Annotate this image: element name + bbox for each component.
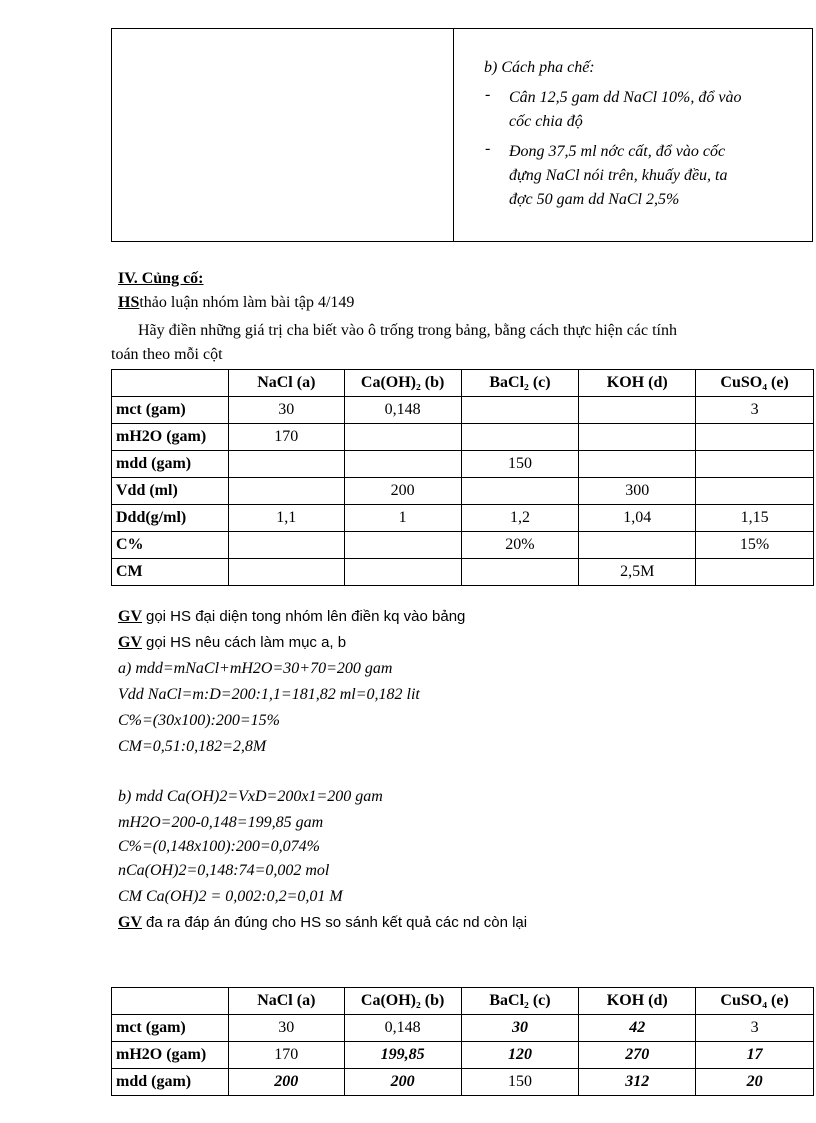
solution-b-line-3: C%=(0,148x100):200=0,074% bbox=[118, 838, 321, 855]
column-header: Ca(OH)₂ (b) bbox=[344, 370, 461, 397]
table-cell: 3 bbox=[696, 397, 814, 424]
solution-b-line-1: b) mdd Ca(OH)2=VxD=200x1=200 gam bbox=[118, 788, 383, 805]
table-cell: 170 bbox=[228, 1042, 344, 1069]
table-cell bbox=[228, 478, 344, 505]
table-cell: 150 bbox=[461, 1069, 579, 1096]
table-cell bbox=[461, 559, 579, 586]
table-cell bbox=[696, 478, 814, 505]
table-cell: 170 bbox=[228, 424, 344, 451]
solution-b-line-4: nCa(OH)2=0,148:74=0,002 mol bbox=[118, 862, 330, 879]
table-row bbox=[112, 559, 814, 586]
table-cell bbox=[344, 559, 461, 586]
column-header: KOH (d) bbox=[579, 988, 696, 1015]
table-cell bbox=[696, 559, 814, 586]
solution-b-line-5: CM Ca(OH)2 = 0,002:0,2=0,01 M bbox=[118, 888, 343, 905]
table-row bbox=[112, 451, 814, 478]
bullet-1-line-2: cốc chia độ bbox=[509, 113, 583, 130]
table-cell: 1,04 bbox=[579, 505, 696, 532]
table-row bbox=[112, 1015, 814, 1042]
table-cell: 30 bbox=[461, 1015, 579, 1042]
table-cell: 2,5M bbox=[579, 559, 696, 586]
row-header-cell: mdd (gam) bbox=[112, 1069, 229, 1096]
table-cell bbox=[461, 478, 579, 505]
table-cell: 150 bbox=[461, 451, 579, 478]
bullet-2-line-1: Đong 37,5 ml nớc cất, đổ vào cốc bbox=[509, 143, 726, 160]
instruction-line-2: toán theo mỗi cột bbox=[111, 346, 223, 363]
table-row bbox=[112, 1069, 814, 1096]
hs-line bbox=[118, 292, 354, 314]
table-cell: 1,2 bbox=[461, 505, 579, 532]
table-cell: 20% bbox=[461, 532, 579, 559]
row-header-cell: Vdd (ml) bbox=[112, 478, 229, 505]
row-header-cell: mH2O (gam) bbox=[112, 1042, 229, 1069]
row-header-cell: mct (gam) bbox=[112, 397, 229, 424]
gv-label: GV bbox=[118, 608, 142, 625]
bullet-mark: - bbox=[485, 140, 491, 157]
gv-line-2 bbox=[118, 632, 346, 654]
table-cell: 120 bbox=[461, 1042, 579, 1069]
column-header: Ca(OH)₂ (b) bbox=[344, 988, 461, 1015]
column-header: CuSO₄ (e) bbox=[696, 988, 814, 1015]
table-cell bbox=[579, 451, 696, 478]
gv-text: đa ra đáp án đúng cho HS so sánh kết quả các nd còn lại bbox=[146, 914, 528, 931]
table-cell bbox=[344, 424, 461, 451]
table-cell bbox=[579, 397, 696, 424]
table-header-row bbox=[112, 988, 814, 1015]
table-cell: 199,85 bbox=[344, 1042, 461, 1069]
column-header: NaCl (a) bbox=[228, 370, 344, 397]
column-header bbox=[112, 370, 229, 397]
values-table bbox=[111, 369, 814, 586]
column-header: NaCl (a) bbox=[228, 988, 344, 1015]
bullet-mark: - bbox=[485, 86, 491, 103]
table-cell: 3 bbox=[696, 1015, 814, 1042]
table-cell: 200 bbox=[228, 1069, 344, 1096]
hs-text: thảo luận nhóm làm bài tập 4/149 bbox=[139, 294, 355, 311]
table-cell bbox=[461, 397, 579, 424]
row-header-cell: mct (gam) bbox=[112, 1015, 229, 1042]
table-row bbox=[112, 1042, 814, 1069]
gv-final-line bbox=[118, 912, 527, 934]
solution-a-line-4: CM=0,51:0,182=2,8M bbox=[118, 738, 267, 755]
table-cell bbox=[579, 532, 696, 559]
table-row bbox=[112, 505, 814, 532]
table-cell: 20 bbox=[696, 1069, 814, 1096]
table-cell bbox=[579, 424, 696, 451]
table-cell: 17 bbox=[696, 1042, 814, 1069]
bullet-2-line-3: đợc 50 gam dd NaCl 2,5% bbox=[509, 191, 680, 208]
column-header bbox=[112, 988, 229, 1015]
row-header-cell: mH2O (gam) bbox=[112, 424, 229, 451]
column-header: BaCl₂ (c) bbox=[461, 370, 579, 397]
section-title: IV. Củng cố: bbox=[118, 270, 204, 287]
table-cell: 15% bbox=[696, 532, 814, 559]
gv-label: GV bbox=[118, 914, 142, 931]
row-header-cell: C% bbox=[112, 532, 229, 559]
box-divider bbox=[453, 29, 454, 241]
table-header-row bbox=[112, 370, 814, 397]
table-cell: 1,1 bbox=[228, 505, 344, 532]
table-cell: 30 bbox=[228, 1015, 344, 1042]
top-box-heading: b) Cách pha chế: bbox=[484, 59, 595, 76]
table-row bbox=[112, 424, 814, 451]
solution-a-line-1: a) mdd=mNaCl+mH2O=30+70=200 gam bbox=[118, 660, 393, 677]
table-cell bbox=[344, 532, 461, 559]
table-cell: 30 bbox=[228, 397, 344, 424]
table-cell bbox=[228, 451, 344, 478]
table-cell bbox=[696, 451, 814, 478]
table-cell: 200 bbox=[344, 1069, 461, 1096]
table-cell: 200 bbox=[344, 478, 461, 505]
bullet-2-line-2: đựng NaCl nói trên, khuấy đều, ta bbox=[509, 167, 728, 184]
bullet-1-line-1: Cân 12,5 gam dd NaCl 10%, đổ vào bbox=[509, 89, 742, 106]
row-header-cell: mdd (gam) bbox=[112, 451, 229, 478]
top-box bbox=[111, 28, 813, 242]
table-cell bbox=[696, 424, 814, 451]
table-row bbox=[112, 532, 814, 559]
gv-line-1 bbox=[118, 606, 465, 628]
solution-b-line-2: mH2O=200-0,148=199,85 gam bbox=[118, 814, 324, 831]
table-cell bbox=[228, 532, 344, 559]
table-cell: 1 bbox=[344, 505, 461, 532]
table-cell bbox=[461, 424, 579, 451]
column-header: CuSO₄ (e) bbox=[696, 370, 814, 397]
table-cell: 0,148 bbox=[344, 397, 461, 424]
table-cell bbox=[344, 451, 461, 478]
solution-a-line-3: C%=(30x100):200=15% bbox=[118, 712, 281, 729]
column-header: BaCl₂ (c) bbox=[461, 988, 579, 1015]
table-row bbox=[112, 397, 814, 424]
table-cell: 300 bbox=[579, 478, 696, 505]
gv-text: gọi HS nêu cách làm mục a, b bbox=[146, 634, 347, 651]
table-cell: 0,148 bbox=[344, 1015, 461, 1042]
table-cell: 270 bbox=[579, 1042, 696, 1069]
row-header-cell: CM bbox=[112, 559, 229, 586]
row-header-cell: Ddd(g/ml) bbox=[112, 505, 229, 532]
table-row bbox=[112, 478, 814, 505]
gv-label: GV bbox=[118, 634, 142, 651]
table-cell: 42 bbox=[579, 1015, 696, 1042]
column-header: KOH (d) bbox=[579, 370, 696, 397]
answer-table bbox=[111, 987, 814, 1096]
hs-label: HS bbox=[118, 294, 140, 311]
solution-a-line-2: Vdd NaCl=m:D=200:1,1=181,82 ml=0,182 lit bbox=[118, 686, 420, 703]
gv-text: gọi HS đại diện tong nhóm lên điền kq vào bảng bbox=[146, 608, 466, 625]
table-cell: 312 bbox=[579, 1069, 696, 1096]
table-cell bbox=[228, 559, 344, 586]
instruction-line-1: Hãy điền những giá trị cha biết vào ô trống trong bảng, bằng cách thực hiện các tính bbox=[138, 322, 677, 339]
table-cell: 1,15 bbox=[696, 505, 814, 532]
